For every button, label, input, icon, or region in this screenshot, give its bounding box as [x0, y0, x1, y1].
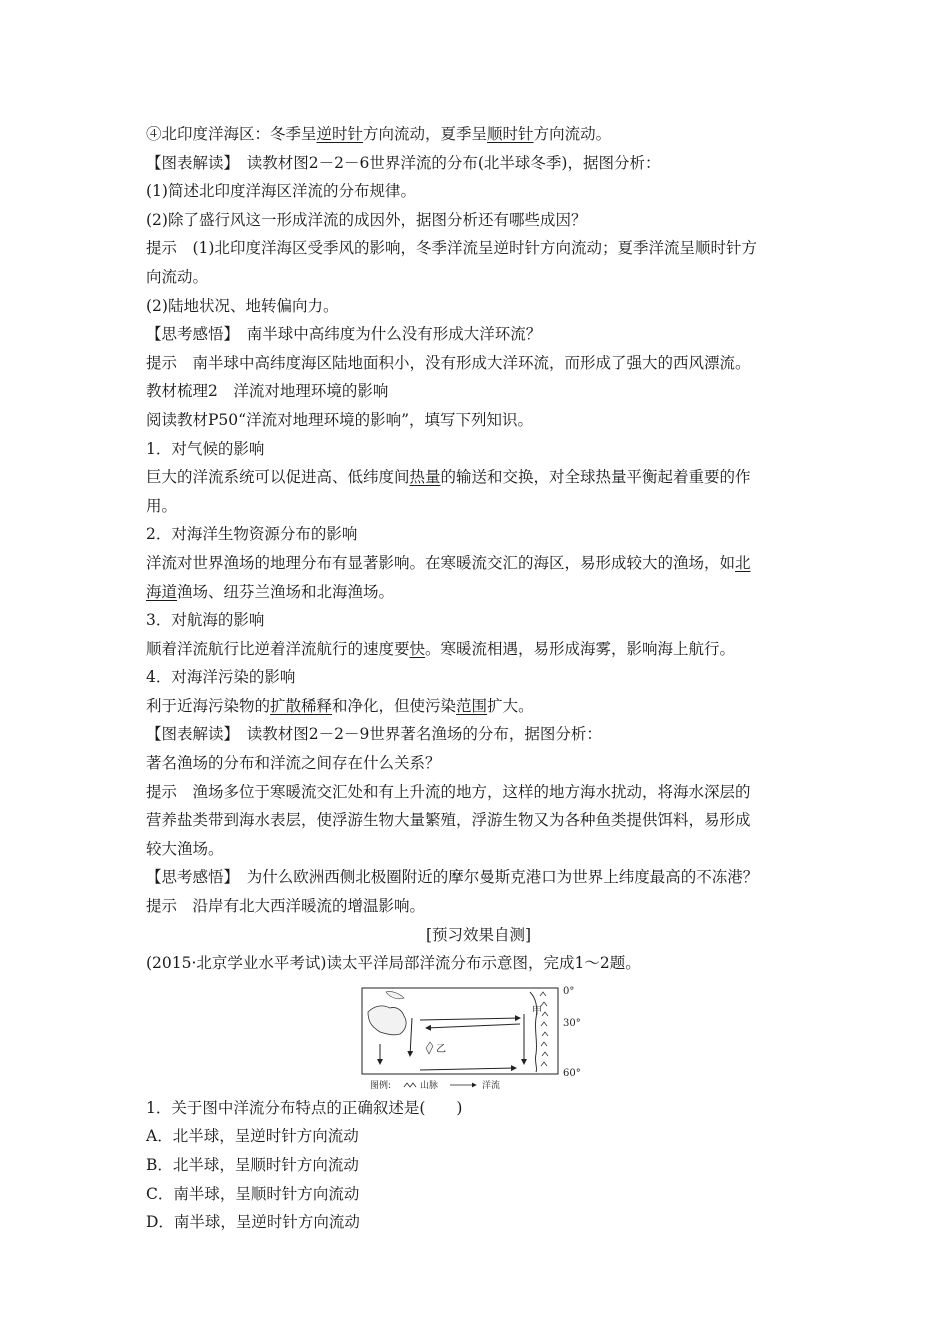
text: 渔场、纽芬兰渔场和北海渔场。: [177, 582, 395, 601]
selftest-intro: (2015·北京学业水平考试)读太平洋局部洋流分布示意图，完成1～2题。: [146, 954, 641, 973]
coastline: [530, 992, 537, 1072]
hint-line: 向流动。: [146, 267, 209, 286]
australia-shape: [368, 1006, 406, 1035]
chart-reading-prompt-2: [146, 720, 811, 749]
question-stem: 1．关于图中洋流分布特点的正确叙述是( ): [146, 1098, 463, 1117]
item-title: 1．对气候的影响: [146, 439, 265, 458]
answer-underlined: 逆时针: [316, 125, 364, 143]
text: 扩大。: [487, 696, 534, 715]
question-line: (2)除了盛行风这一形成洋流的成因外，据图分析还有哪些成因？: [146, 210, 587, 229]
current-arrow: [420, 1068, 516, 1070]
item-title: 2．对海洋生物资源分布的影响: [146, 525, 358, 544]
text: 巨大的洋流系统可以促进高、低纬度间: [146, 468, 410, 487]
option-c: C．南半球，呈顺时针方向流动: [146, 1184, 360, 1203]
answer-underlined: 热量: [409, 468, 441, 487]
answer-underlined: 快: [409, 639, 426, 658]
latitude-label: 60°: [563, 1067, 581, 1079]
section-tag: 【思考感悟】: [146, 868, 232, 887]
option-d: D．南半球，呈逆时针方向流动: [146, 1213, 360, 1232]
hint-line: 提示 沿岸有北大西洋暖流的增温影响。: [146, 897, 426, 916]
latitude-label: 30°: [563, 1017, 581, 1029]
hint-line: (2)陆地状况、地转偏向力。: [146, 296, 339, 315]
legend-mountain-icon: [404, 1083, 416, 1087]
pacific-currents-map: [146, 984, 811, 1094]
question-line: (1)简述北印度洋海区洋流的分布规律。: [146, 182, 416, 201]
paragraph-north-indian-ocean: [146, 120, 811, 149]
chart-reading-prompt-1: [146, 149, 811, 178]
answer-underlined: 扩散稀释: [270, 696, 333, 715]
item-title: 4．对海洋污染的影响: [146, 668, 296, 687]
question-line: 著名渔场的分布和洋流之间存在什么关系？: [146, 754, 441, 773]
section-tag: 【图表解读】: [146, 153, 232, 172]
text: 洋流对世界渔场的地理分布有显著影响。在寒暖流交汇的海区，易形成较大的渔场，如: [146, 553, 736, 572]
latitude-label: 0°: [563, 985, 575, 997]
current-arrow: [410, 1018, 412, 1056]
answer-underlined: 海道: [146, 582, 178, 601]
hint-line: 提示 (1)北印度洋海区受季风的影响，冬季洋流呈逆时针方向流动；夏季洋流呈顺时针方: [146, 239, 757, 258]
option-a: A．北半球，呈逆时针方向流动: [146, 1127, 359, 1146]
item-body: [146, 635, 811, 664]
document-body: [146, 120, 811, 1237]
answer-underlined: 顺时针: [487, 125, 534, 143]
text: 方向流动。: [533, 125, 612, 143]
text: 南半球中高纬度为什么没有形成大洋环流？: [231, 325, 542, 344]
text: 。寒暖流相遇，易形成海雾，影响海上航行。: [425, 639, 736, 658]
option-b: B．北半球，呈顺时针方向流动: [146, 1156, 359, 1174]
item-body: 用。: [146, 496, 178, 515]
island-shape: [386, 991, 404, 998]
answer-underlined: 北: [735, 553, 751, 572]
item-title: 3．对航海的影响: [146, 611, 265, 630]
label-yi: 乙: [436, 1043, 446, 1055]
section-tag: 【思考感悟】: [146, 325, 232, 344]
section-tag: 【图表解读】: [146, 725, 232, 744]
section-intro: 阅读教材P50“洋流对地理环境的影响”，填写下列知识。: [146, 410, 534, 429]
text: 和净化，但使污染: [332, 696, 457, 715]
section-title: 教材梳理2 洋流对地理环境的影响: [146, 382, 389, 401]
item-body: [146, 692, 811, 721]
hint-line: 提示 渔场多位于寒暖流交汇处和有上升流的地方，这样的地方海水扰动，将海水深层的: [146, 782, 751, 801]
hint-line: 较大渔场。: [146, 839, 224, 858]
text: 方向流动，夏季呈: [363, 125, 488, 143]
text: 顺着洋流航行比逆着洋流航行的速度要: [146, 639, 410, 658]
hint-line: 提示 南半球中高纬度海区陆地面积小，没有形成大洋环流，而形成了强大的西风漂流。: [146, 353, 751, 372]
hint-line: 营养盐类带到海水表层，使浮游生物大量繁殖，浮游生物又为各种鱼类提供饵料，易形成: [146, 811, 751, 830]
selftest-title: [预习效果自测]: [425, 925, 532, 944]
reflection-prompt-1: [146, 320, 811, 349]
island-shape: [426, 1042, 433, 1054]
text: ④北印度洋海区：冬季呈: [146, 125, 317, 143]
text: 的输送和交换，对全球热量平衡起着重要的作: [440, 468, 751, 487]
item-body: [146, 549, 811, 578]
legend-current: 洋流: [482, 1080, 501, 1091]
map-svg: [360, 984, 610, 1094]
legend-prefix: 图例:: [370, 1080, 392, 1091]
mountain-range: [540, 992, 548, 1066]
answer-underlined: 范围: [456, 696, 488, 715]
text: 读教材图2－2－6世界洋流的分布(北半球冬季)，据图分析：: [231, 153, 661, 172]
text: 利于近海污染物的: [146, 696, 271, 715]
reflection-prompt-2: [146, 863, 811, 892]
current-arrow: [426, 1024, 520, 1028]
item-body: [146, 578, 811, 607]
item-body: [146, 463, 811, 492]
current-arrow: [420, 1018, 520, 1020]
label-jia: 甲: [532, 1005, 542, 1017]
text: 读教材图2－2－9世界著名渔场的分布，据图分析：: [231, 725, 602, 744]
text: 为什么欧洲西侧北极圈附近的摩尔曼斯克港口为世界上纬度最高的不冻港？: [231, 868, 759, 887]
legend-mountain: 山脉: [420, 1080, 439, 1091]
